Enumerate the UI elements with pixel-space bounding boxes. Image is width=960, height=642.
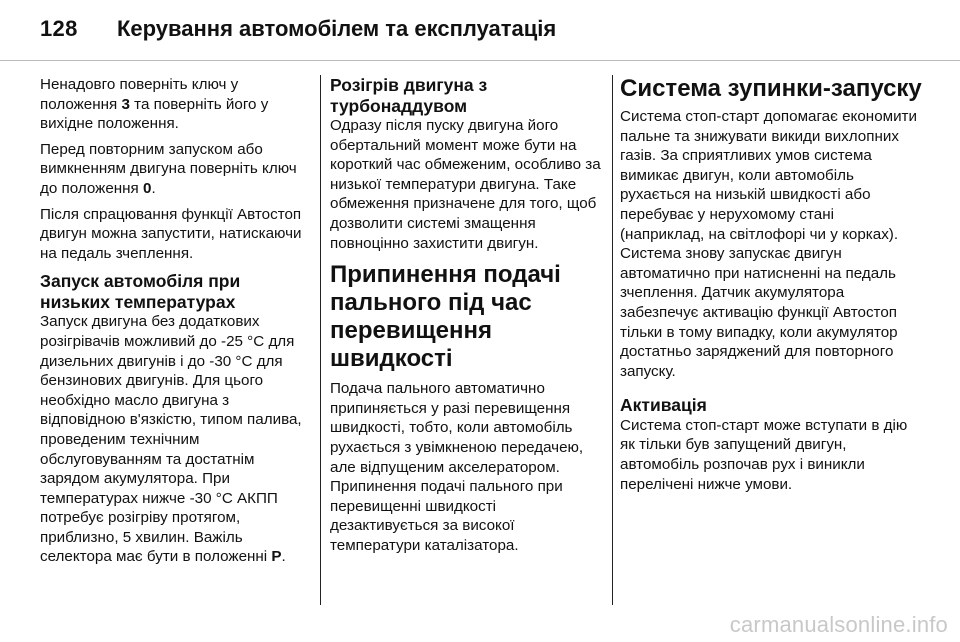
- column-3: [620, 75, 920, 500]
- bold-position-3: 3: [121, 95, 130, 113]
- column-2: [330, 75, 605, 562]
- heading-stop-start-system: Система зупинки-запуску: [620, 75, 922, 102]
- paragraph-fuel-cutoff: Подача пального автоматично припиняється у разі перевищення швидкості, тобто, коли автомобіль рухається з увімкненою передачею, але відпущеним акселератором. Припинення подачі пального при перевищенні швидкості дезактивується за високої температури каталізатора.: [330, 380, 584, 554]
- bold-position-0: 0: [143, 179, 152, 197]
- heading-cold-start: Запуск автомобіля при низьких температурах: [40, 271, 241, 312]
- column-divider-1: [320, 75, 321, 605]
- paragraph-stop-start-system: Система стоп-старт допомагає економити пальне та знижувати викиди вихлопних газів. За сприятливих умов система вимикає двигун, коли автомобіль рухається на низькій швидкості або перебуває у нерухомому стані (наприклад, на світлофорі чи у корках). Система знову запускає двигун автоматично при натисненні на педаль зчеплення. Датчик акумулятора забезпечує активацію функції Автостоп тільки в тому випадку, коли акумулятор достатньо заряджений для повторного запуску.: [620, 108, 918, 380]
- watermark: carmanualsonline.info: [729, 612, 948, 637]
- paragraph-ignition-position-3: Ненадовго поверніть ключ у положення 3 та поверніть його у вихідне положення.: [40, 76, 269, 133]
- header-divider: [0, 60, 960, 61]
- column-1: [40, 75, 310, 573]
- paragraph-autostop-start: Після спрацювання функції Автостоп двигун можна запустити, натискаючи на педаль зчеплення.: [40, 205, 302, 262]
- heading-activation: Активація: [620, 395, 707, 416]
- heading-fuel-cutoff: Припинення подачі пального під час перевищення швидкості: [330, 261, 561, 373]
- heading-turbo-warmup: Розігрів двигуна з турбонаддувом: [330, 75, 488, 116]
- bold-position-p: P: [271, 548, 282, 566]
- column-divider-2: [612, 75, 613, 605]
- paragraph-ignition-position-0: Перед повторним запуском або вимкненням двигуна поверніть ключ до положення 0.: [40, 140, 297, 197]
- page-number: 128: [40, 16, 78, 41]
- page-title: Керування автомобілем та експлуатація: [117, 16, 557, 41]
- page-header: [0, 0, 960, 62]
- paragraph-turbo-warmup: Одразу після пуску двигуна його обертальний момент може бути на короткий час обмеженим, особливо за низької температури двигуна. Таке обмеження призначене для того, щоб дозволити системі змащення повноцінно захистити двигун.: [330, 117, 601, 252]
- paragraph-cold-start: Запуск двигуна без додаткових розігрівачів можливий до -25 °C для дизельних двигунів і до -30 °C для бензинових двигунів. Для цього необхідно масло двигуна з відповідною в'язкістю, типом палива, проведеним технічним обслуговуванням та достатнім зарядом акумулятора. При температурах нижче -30 °C АКПП потребує розігріву протягом, приблизно, 5 хвилин. Важіль селектора має бути в положенні P.: [40, 313, 302, 566]
- paragraph-activation: Система стоп-старт може вступати в дію як тільки був запущений двигун, автомобіль розпочав рух і виникли перелічені нижче умови.: [620, 416, 908, 493]
